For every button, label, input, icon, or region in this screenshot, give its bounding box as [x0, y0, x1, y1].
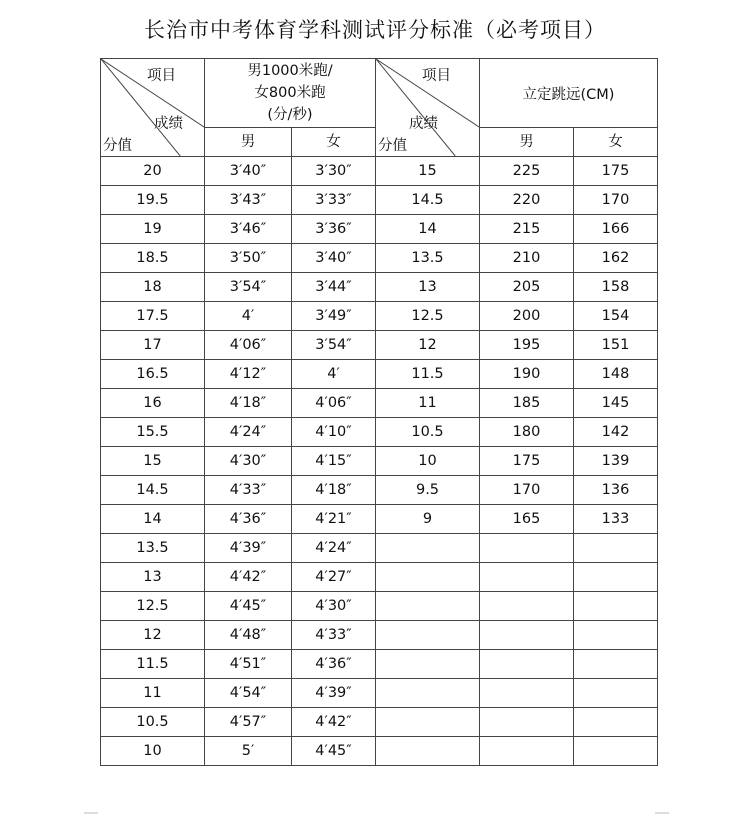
run-male-cell: 4′57″: [205, 708, 292, 737]
run-female-cell: 4′30″: [292, 592, 376, 621]
run-female-cell: 4′45″: [292, 737, 376, 766]
jump-male-cell: [480, 679, 574, 708]
jump-score-cell: [376, 592, 480, 621]
jump-score-cell: 9: [376, 505, 480, 534]
run-male-cell: 4′36″: [205, 505, 292, 534]
run-score-cell: 15.5: [101, 418, 205, 447]
jump-female-cell: 142: [574, 418, 658, 447]
jump-score-cell: 10.5: [376, 418, 480, 447]
table-row: [101, 360, 658, 389]
table-row: [101, 418, 658, 447]
run-female-cell: 4′: [292, 360, 376, 389]
run-male-cell: 3′54″: [205, 273, 292, 302]
header-row-top: [101, 59, 658, 128]
run-score-cell: 18: [101, 273, 205, 302]
table-row: [101, 534, 658, 563]
table-row: [101, 273, 658, 302]
run-female-cell: 4′42″: [292, 708, 376, 737]
run-score-cell: 10.5: [101, 708, 205, 737]
run-male-cell: 4′39″: [205, 534, 292, 563]
jump-female-cell: 162: [574, 244, 658, 273]
run-male-cell: 4′12″: [205, 360, 292, 389]
jump-score-cell: 12: [376, 331, 480, 360]
jump-score-cell: 9.5: [376, 476, 480, 505]
jump-male-cell: 225: [480, 157, 574, 186]
jump-score-cell: 10: [376, 447, 480, 476]
jump-female-cell: 166: [574, 215, 658, 244]
jump-male-cell: 220: [480, 186, 574, 215]
score-label: 分值: [378, 138, 407, 154]
jump-female-cell: 151: [574, 331, 658, 360]
jump-male-cell: 190: [480, 360, 574, 389]
score-label: 分值: [103, 138, 132, 154]
table-row: [101, 215, 658, 244]
run-male-cell: 4′: [205, 302, 292, 331]
divider: [655, 812, 669, 814]
jump-male-cell: 185: [480, 389, 574, 418]
run-score-cell: 19.5: [101, 186, 205, 215]
run-score-cell: 17.5: [101, 302, 205, 331]
run-female-cell: 4′18″: [292, 476, 376, 505]
run-female-cell: 3′49″: [292, 302, 376, 331]
run-header: [205, 59, 376, 128]
jump-diagonal-header: [376, 59, 480, 157]
jump-score-cell: [376, 679, 480, 708]
jump-male-cell: 205: [480, 273, 574, 302]
run-female-cell: 4′39″: [292, 679, 376, 708]
run-score-cell: 16: [101, 389, 205, 418]
jump-score-cell: 11: [376, 389, 480, 418]
jump-score-cell: 15: [376, 157, 480, 186]
item-label: 项目: [422, 68, 451, 84]
jump-female-cell: 154: [574, 302, 658, 331]
table-row: [101, 592, 658, 621]
run-score-cell: 14: [101, 505, 205, 534]
jump-score-cell: [376, 650, 480, 679]
jump-female-header: 女: [574, 128, 658, 157]
table-row: [101, 708, 658, 737]
jump-female-cell: [574, 563, 658, 592]
table-row: [101, 186, 658, 215]
jump-female-cell: 139: [574, 447, 658, 476]
table-row: [101, 505, 658, 534]
run-female-cell: 3′33″: [292, 186, 376, 215]
run-female-cell: 3′36″: [292, 215, 376, 244]
jump-male-cell: 170: [480, 476, 574, 505]
jump-female-cell: [574, 592, 658, 621]
jump-male-cell: 165: [480, 505, 574, 534]
run-female-cell: 3′30″: [292, 157, 376, 186]
table-row: [101, 621, 658, 650]
run-header-line1: 男1000米跑/: [247, 63, 333, 79]
jump-score-cell: [376, 534, 480, 563]
table-row: [101, 157, 658, 186]
run-male-cell: 3′40″: [205, 157, 292, 186]
run-header-line3: (分/秒): [267, 107, 313, 123]
jump-female-cell: 148: [574, 360, 658, 389]
run-female-cell: 4′21″: [292, 505, 376, 534]
run-male-cell: 4′33″: [205, 476, 292, 505]
run-female-cell: 4′06″: [292, 389, 376, 418]
run-score-cell: 17: [101, 331, 205, 360]
jump-male-cell: 215: [480, 215, 574, 244]
run-score-cell: 16.5: [101, 360, 205, 389]
jump-male-cell: 180: [480, 418, 574, 447]
item-label: 项目: [147, 68, 176, 84]
divider: [84, 812, 98, 814]
jump-female-cell: [574, 679, 658, 708]
run-male-cell: 3′43″: [205, 186, 292, 215]
jump-female-cell: [574, 534, 658, 563]
run-female-cell: 4′27″: [292, 563, 376, 592]
jump-male-cell: [480, 650, 574, 679]
run-male-cell: 4′45″: [205, 592, 292, 621]
jump-female-cell: 170: [574, 186, 658, 215]
run-male-cell: 4′42″: [205, 563, 292, 592]
jump-male-cell: [480, 534, 574, 563]
table-row: [101, 331, 658, 360]
jump-score-cell: 13.5: [376, 244, 480, 273]
jump-female-cell: 136: [574, 476, 658, 505]
jump-male-cell: 175: [480, 447, 574, 476]
jump-female-cell: [574, 737, 658, 766]
jump-score-cell: [376, 563, 480, 592]
jump-score-cell: 12.5: [376, 302, 480, 331]
jump-female-cell: 145: [574, 389, 658, 418]
run-male-cell: 3′50″: [205, 244, 292, 273]
jump-male-cell: 200: [480, 302, 574, 331]
run-female-cell: 4′10″: [292, 418, 376, 447]
jump-male-cell: [480, 708, 574, 737]
run-header-line2: 女800米跑: [254, 85, 326, 101]
table-row: [101, 302, 658, 331]
run-male-cell: 4′06″: [205, 331, 292, 360]
jump-male-cell: 210: [480, 244, 574, 273]
run-male-cell: 4′48″: [205, 621, 292, 650]
jump-score-cell: 11.5: [376, 360, 480, 389]
run-male-cell: 4′18″: [205, 389, 292, 418]
table-row: [101, 389, 658, 418]
jump-score-cell: 13: [376, 273, 480, 302]
jump-female-cell: [574, 708, 658, 737]
run-score-cell: 15: [101, 447, 205, 476]
run-female-cell: 4′36″: [292, 650, 376, 679]
table-row: [101, 679, 658, 708]
run-male-cell: 3′46″: [205, 215, 292, 244]
run-female-cell: 3′40″: [292, 244, 376, 273]
run-female-cell: 4′33″: [292, 621, 376, 650]
jump-score-cell: 14.5: [376, 186, 480, 215]
table-row: [101, 476, 658, 505]
run-female-cell: 4′15″: [292, 447, 376, 476]
jump-male-cell: [480, 592, 574, 621]
run-score-cell: 10: [101, 737, 205, 766]
jump-male-cell: 195: [480, 331, 574, 360]
jump-male-cell: [480, 621, 574, 650]
run-score-cell: 11: [101, 679, 205, 708]
run-male-cell: 4′24″: [205, 418, 292, 447]
result-label: 成绩: [409, 116, 438, 132]
run-diagonal-header: [101, 59, 205, 157]
page-title: 长治市中考体育学科测试评分标准（必考项目）: [144, 18, 606, 42]
run-male-cell: 4′30″: [205, 447, 292, 476]
scoring-table: [100, 58, 658, 766]
run-female-cell: 3′44″: [292, 273, 376, 302]
run-male-cell: 5′: [205, 737, 292, 766]
jump-female-cell: 175: [574, 157, 658, 186]
run-score-cell: 19: [101, 215, 205, 244]
run-female-cell: 4′24″: [292, 534, 376, 563]
run-male-cell: 4′51″: [205, 650, 292, 679]
run-score-cell: 18.5: [101, 244, 205, 273]
jump-male-header: 男: [480, 128, 574, 157]
table-row: [101, 244, 658, 273]
jump-score-cell: [376, 708, 480, 737]
run-score-cell: 12: [101, 621, 205, 650]
run-female-cell: 3′54″: [292, 331, 376, 360]
table-row: [101, 447, 658, 476]
run-score-cell: 11.5: [101, 650, 205, 679]
table-row: [101, 650, 658, 679]
jump-score-cell: [376, 621, 480, 650]
jump-female-cell: [574, 650, 658, 679]
jump-score-cell: 14: [376, 215, 480, 244]
table-row: [101, 737, 658, 766]
jump-score-cell: [376, 737, 480, 766]
run-score-cell: 12.5: [101, 592, 205, 621]
jump-header: 立定跳远(CM): [480, 59, 658, 128]
jump-male-cell: [480, 563, 574, 592]
jump-female-cell: 133: [574, 505, 658, 534]
run-score-cell: 14.5: [101, 476, 205, 505]
jump-female-cell: [574, 621, 658, 650]
jump-male-cell: [480, 737, 574, 766]
table-row: [101, 563, 658, 592]
jump-female-cell: 158: [574, 273, 658, 302]
run-male-header: 男: [205, 128, 292, 157]
run-score-cell: 20: [101, 157, 205, 186]
run-male-cell: 4′54″: [205, 679, 292, 708]
run-score-cell: 13: [101, 563, 205, 592]
result-label: 成绩: [154, 116, 183, 132]
run-female-header: 女: [292, 128, 376, 157]
run-score-cell: 13.5: [101, 534, 205, 563]
